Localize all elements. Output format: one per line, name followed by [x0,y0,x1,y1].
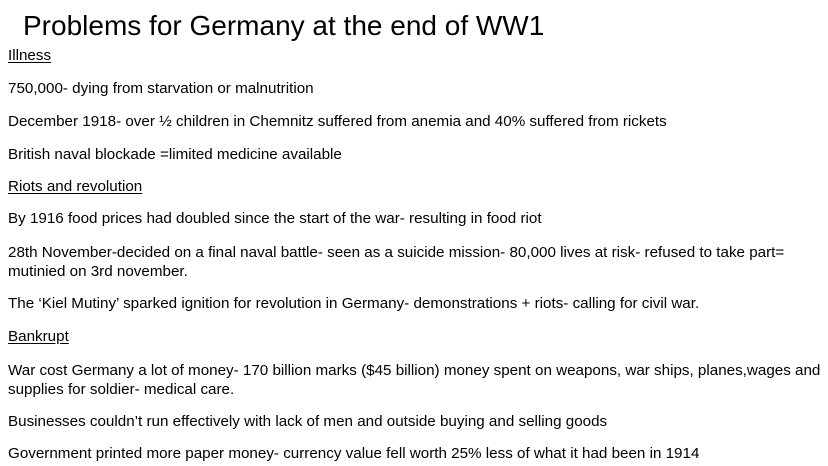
bullet-text: The ‘Kiel Mutiny’ sparked ignition for revolution in Germany- demonstrations + riots- calling for civil war. [8,295,700,312]
bullet-text: Businesses couldn’t run effectively with lack of men and outside buying and selling goods [8,413,608,430]
bullet-text: By 1916 food prices had doubled since the start of the war- resulting in food riot [8,210,542,227]
bullet-text: December 1918- over ½ children in Chemnitz suffered from anemia and 40% suffered from rickets [8,113,667,130]
slide-title: Problems for Germany at the end of WW1 [23,10,545,41]
section-heading-illness: Illness [8,47,52,64]
bullet-text: 28th November-decided on a final naval battle- seen as a suicide mission- 80,000 lives at risk- refused to take part= mutinied on 3rd november. [8,244,785,280]
bullet-text: Government printed more paper money- currency value fell worth 25% less of what it had been in 1914 [8,445,700,462]
bullet-text: 750,000- dying from starvation or malnutrition [8,80,314,97]
bullet-text: British naval blockade =limited medicine available [8,146,342,163]
section-heading-riots: Riots and revolution [8,178,143,195]
section-heading-bankrupt: Bankrupt [8,328,69,345]
bullet-text: War cost Germany a lot of money- 170 billion marks ($45 billion) money spent on weapons, war ships, planes,wages and supplies for soldier- medical care. [8,362,821,398]
